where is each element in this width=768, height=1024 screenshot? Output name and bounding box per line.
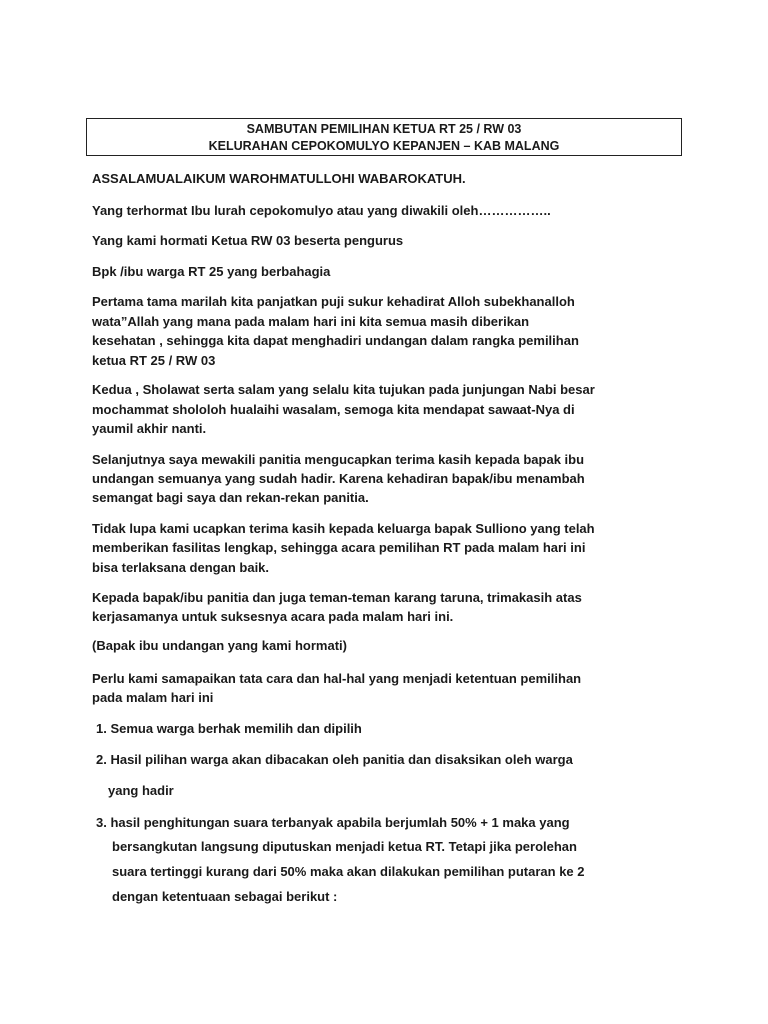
paragraph-line: Perlu kami samapaikan tata cara dan hal-hal yang menjadi ketentuan pemilihan xyxy=(92,671,582,686)
paragraph-line: kerjasamanya untuk suksesnya acara pada malam hari ini. xyxy=(92,609,454,624)
paragraph-line: kesehatan , sehingga kita dapat menghadiri undangan dalam rangka pemilihan xyxy=(92,333,579,348)
paragraph-line: ketua RT 25 / RW 03 xyxy=(92,353,216,368)
greeting: ASSALAMUALAIKUM WAROHMATULLOHI WABAROKATUH. xyxy=(92,171,466,186)
title-line-1: SAMBUTAN PEMILIHAN KETUA RT 25 / RW 03 xyxy=(246,122,522,136)
salutation: Bpk /ibu warga RT 25 yang berbahagia xyxy=(92,264,331,279)
paragraph-line: semangat bagi saya dan rekan-rekan panitia. xyxy=(92,490,369,505)
list-item: 1. Semua warga berhak memilih dan dipilih xyxy=(96,721,362,736)
list-item-continuation: yang hadir xyxy=(108,783,174,798)
paragraph-line: Selanjutnya saya mewakili panitia mengucapkan terima kasih kepada bapak ibu xyxy=(92,452,585,467)
paragraph-line: pada malam hari ini xyxy=(92,690,214,705)
paragraph-line: undangan semuanya yang sudah hadir. Karena kehadiran bapak/ibu menambah xyxy=(92,471,585,486)
paragraph-line: wata”Allah yang mana pada malam hari ini kita semua masih diberikan xyxy=(92,314,530,329)
paragraph-line: Kedua , Sholawat serta salam yang selalu kita tujukan pada junjungan Nabi besar xyxy=(92,382,595,397)
title-box xyxy=(86,118,682,156)
paragraph-line: memberikan fasilitas lengkap, sehingga acara pemilihan RT pada malam hari ini xyxy=(92,540,586,555)
list-item: 2. Hasil pilihan warga akan dibacakan oleh panitia dan disaksikan oleh warga xyxy=(96,752,573,767)
paragraph-line: Tidak lupa kami ucapkan terima kasih kepada keluarga bapak Sulliono yang telah xyxy=(92,521,595,536)
list-item-continuation: suara tertinggi kurang dari 50% maka akan dilakukan pemilihan putaran ke 2 xyxy=(112,864,585,879)
list-item-continuation: dengan ketentuaan sebagai berikut : xyxy=(112,889,338,904)
salutation: Yang terhormat Ibu lurah cepokomulyo atau yang diwakili oleh…………….. xyxy=(92,203,551,218)
title-line-2: KELURAHAN CEPOKOMULYO KEPANJEN – KAB MALANG xyxy=(208,139,560,153)
list-item-continuation: bersangkutan langsung diputuskan menjadi ketua RT. Tetapi jika perolehan xyxy=(112,839,577,854)
paragraph-line: Kepada bapak/ibu panitia dan juga teman-teman karang taruna, trimakasih atas xyxy=(92,590,582,605)
paragraph-line: Pertama tama marilah kita panjatkan puji sukur kehadirat Alloh subekhanalloh xyxy=(92,294,575,309)
paragraph-address: (Bapak ibu undangan yang kami hormati) xyxy=(92,638,347,653)
salutation: Yang kami hormati Ketua RW 03 beserta pengurus xyxy=(92,233,404,248)
paragraph-line: bisa terlaksana dengan baik. xyxy=(92,560,270,575)
paragraph-line: yaumil akhir nanti. xyxy=(92,421,207,436)
list-item: 3. hasil penghitungan suara terbanyak apabila berjumlah 50% + 1 maka yang xyxy=(96,815,570,830)
paragraph-line: mochammat shololoh hualaihi wasalam, semoga kita mendapat sawaat-Nya di xyxy=(92,402,575,417)
